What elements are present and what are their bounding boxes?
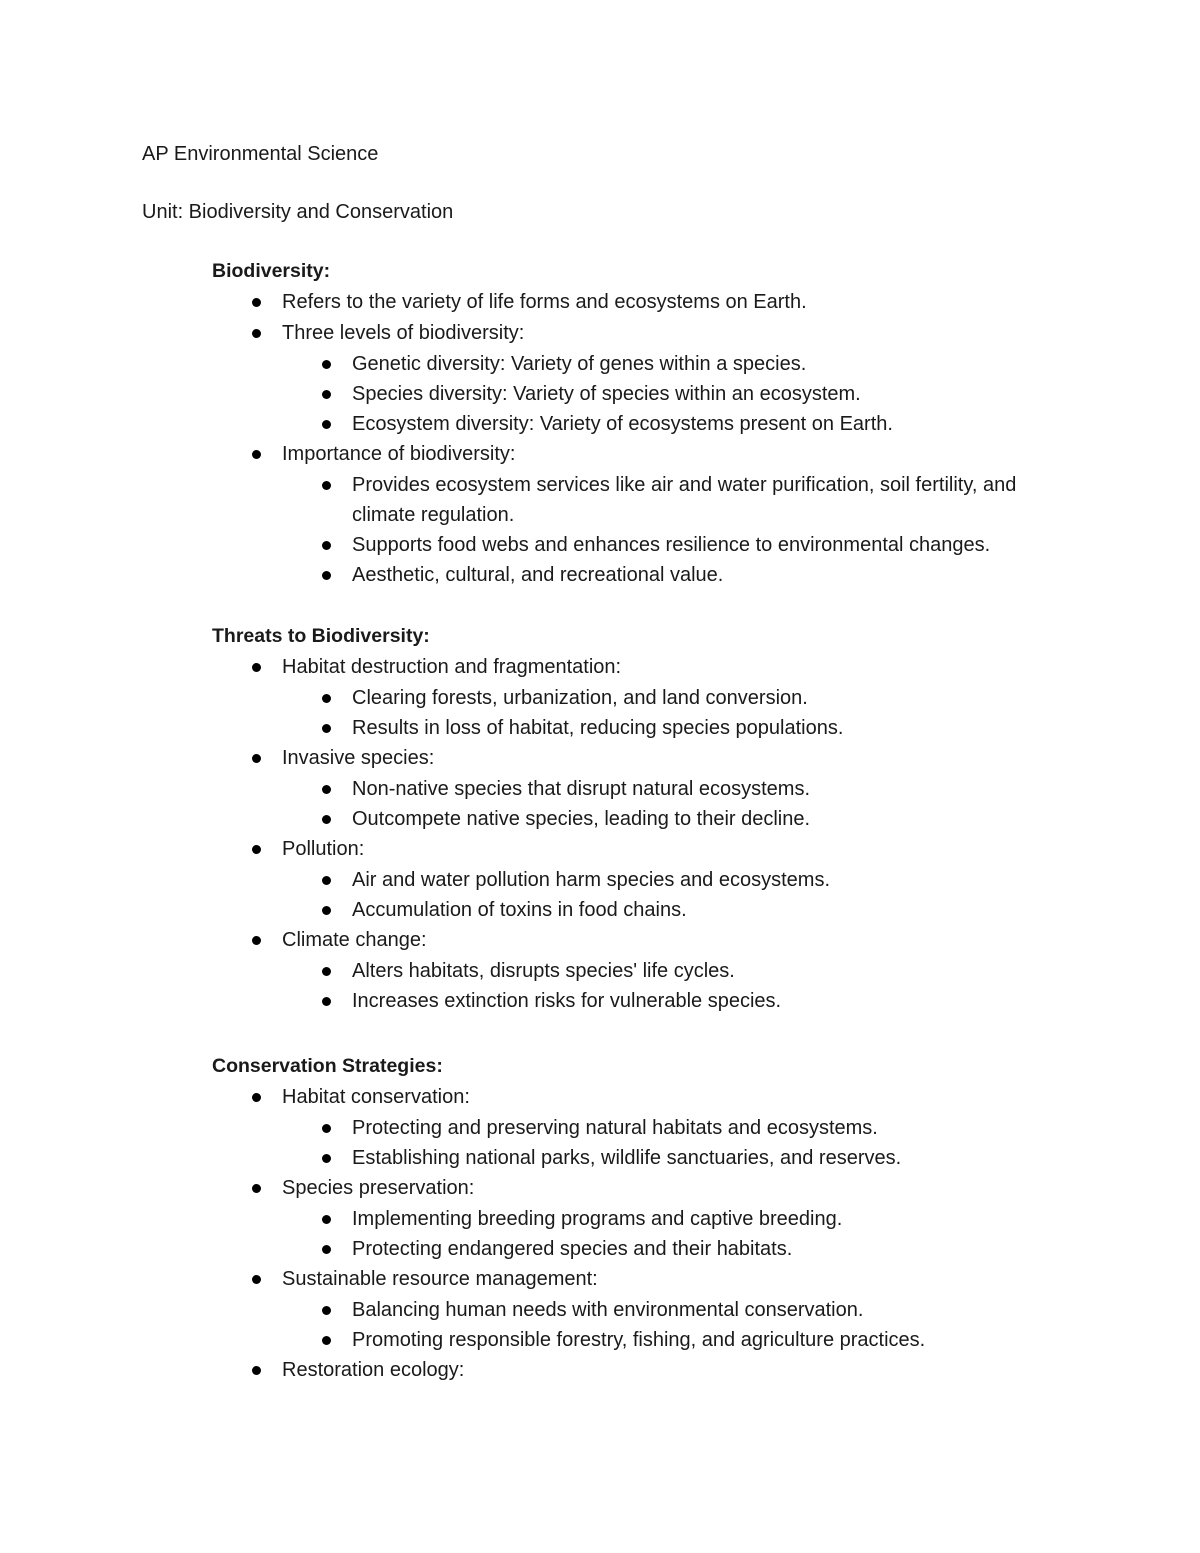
list-item-text: Alters habitats, disrupts species' life cycles. — [352, 960, 735, 982]
list-item — [212, 287, 1092, 318]
list-item — [212, 1264, 1092, 1295]
bullet-dot-icon — [322, 541, 331, 550]
sub-list-item — [212, 409, 1092, 439]
list-item — [212, 834, 1092, 865]
bullet-dot-icon — [252, 298, 261, 307]
list-item-text: Sustainable resource management: — [282, 1268, 598, 1290]
list-item-text: Results in loss of habitat, reducing species populations. — [352, 717, 844, 739]
bullet-dot-icon — [322, 481, 331, 490]
bullet-dot-icon — [322, 997, 331, 1006]
list-item — [212, 925, 1092, 956]
bullet-dot-icon — [322, 1124, 331, 1133]
sub-list-item — [212, 956, 1092, 986]
list-item-text: Refers to the variety of life forms and ecosystems on Earth. — [282, 291, 807, 313]
bullet-dot-icon — [252, 1093, 261, 1102]
bullet-dot-icon — [252, 663, 261, 672]
bullet-dot-icon — [252, 1366, 261, 1375]
list-item-text: Protecting endangered species and their habitats. — [352, 1238, 793, 1260]
bullet-dot-icon — [322, 694, 331, 703]
unit-heading: Unit: Biodiversity and Conservation — [142, 201, 454, 223]
sub-list-item — [212, 865, 1092, 895]
section-heading: Biodiversity: — [212, 260, 331, 282]
bullet-list — [212, 652, 1092, 1016]
sub-list-item — [212, 1143, 1092, 1173]
list-item-text: Ecosystem diversity: Variety of ecosystems present on Earth. — [352, 413, 893, 435]
list-item-text: Implementing breeding programs and captive breeding. — [352, 1208, 843, 1230]
bullet-dot-icon — [252, 845, 261, 854]
list-item-text: Supports food webs and enhances resilience to environmental changes. — [352, 534, 991, 556]
list-item-text: Restoration ecology: — [282, 1359, 465, 1381]
list-item — [212, 743, 1092, 774]
bullet-dot-icon — [322, 815, 331, 824]
sub-list-item — [212, 349, 1092, 379]
list-item — [212, 1082, 1092, 1113]
list-item — [212, 439, 1092, 470]
list-item-text: Habitat destruction and fragmentation: — [282, 656, 622, 678]
document-title: AP Environmental Science — [142, 143, 379, 165]
sub-list-item — [212, 379, 1092, 409]
list-item-text: Accumulation of toxins in food chains. — [352, 899, 687, 921]
bullet-dot-icon — [252, 1184, 261, 1193]
bullet-dot-icon — [322, 571, 331, 580]
sub-list-item — [212, 774, 1092, 804]
bullet-dot-icon — [322, 360, 331, 369]
section-biodiversity — [212, 256, 1092, 590]
list-item-text: Habitat conservation: — [282, 1086, 470, 1108]
list-item-text: Genetic diversity: Variety of genes within a species. — [352, 353, 807, 375]
list-item-text: Balancing human needs with environmental conservation. — [352, 1299, 864, 1321]
sub-list-item — [212, 986, 1092, 1016]
list-item-text: Species diversity: Variety of species within an ecosystem. — [352, 383, 861, 405]
list-item-text: Outcompete native species, leading to their decline. — [352, 808, 811, 830]
list-item-text: Importance of biodiversity: — [282, 443, 516, 465]
list-item-text: Climate change: — [282, 929, 427, 951]
list-item — [212, 1355, 1092, 1386]
bullet-dot-icon — [322, 1306, 331, 1315]
section-heading: Threats to Biodiversity: — [212, 625, 430, 647]
sub-list-item — [212, 1204, 1092, 1234]
list-item-text: Establishing national parks, wildlife sanctuaries, and reserves. — [352, 1147, 902, 1169]
bullet-dot-icon — [252, 329, 261, 338]
bullet-dot-icon — [322, 420, 331, 429]
bullet-dot-icon — [322, 1215, 331, 1224]
list-item-text: Clearing forests, urbanization, and land conversion. — [352, 687, 808, 709]
sub-list-item — [212, 470, 1092, 530]
list-item-text: Three levels of biodiversity: — [282, 322, 525, 344]
list-item — [212, 318, 1092, 349]
sub-list-item — [212, 804, 1092, 834]
bullet-dot-icon — [322, 876, 331, 885]
bullet-list — [212, 1082, 1092, 1386]
bullet-dot-icon — [322, 1245, 331, 1254]
bullet-dot-icon — [252, 754, 261, 763]
bullet-dot-icon — [322, 724, 331, 733]
sub-list-item — [212, 560, 1092, 590]
bullet-dot-icon — [252, 936, 261, 945]
list-item — [212, 652, 1092, 683]
sub-list-item — [212, 1295, 1092, 1325]
section-heading: Conservation Strategies: — [212, 1055, 443, 1077]
bullet-dot-icon — [322, 390, 331, 399]
section-threats — [212, 621, 1092, 1016]
sub-list-item — [212, 1234, 1092, 1264]
sub-list-item — [212, 895, 1092, 925]
sub-list-item — [212, 683, 1092, 713]
list-item-text: Pollution: — [282, 838, 365, 860]
sub-list-item — [212, 530, 1092, 560]
bullet-dot-icon — [252, 450, 261, 459]
bullet-dot-icon — [322, 1336, 331, 1345]
list-item — [212, 1173, 1092, 1204]
list-item-text: Provides ecosystem services like air and water purification, soil fertility, and climate regulation. — [352, 474, 1017, 526]
list-item-text: Invasive species: — [282, 747, 435, 769]
list-item-text: Non-native species that disrupt natural ecosystems. — [352, 778, 810, 800]
bullet-dot-icon — [322, 785, 331, 794]
list-item-text: Aesthetic, cultural, and recreational value. — [352, 564, 724, 586]
bullet-dot-icon — [322, 1154, 331, 1163]
list-item-text: Increases extinction risks for vulnerable species. — [352, 990, 782, 1012]
list-item-text: Protecting and preserving natural habitats and ecosystems. — [352, 1117, 878, 1139]
bullet-list — [212, 287, 1092, 590]
bullet-dot-icon — [322, 967, 331, 976]
section-conservation — [212, 1051, 1092, 1386]
sub-list-item — [212, 1325, 1092, 1355]
sub-list-item — [212, 713, 1092, 743]
list-item-text: Promoting responsible forestry, fishing, and agriculture practices. — [352, 1329, 926, 1351]
bullet-dot-icon — [252, 1275, 261, 1284]
list-item-text: Air and water pollution harm species and ecosystems. — [352, 869, 831, 891]
sub-list-item — [212, 1113, 1092, 1143]
list-item-text: Species preservation: — [282, 1177, 475, 1199]
bullet-dot-icon — [322, 906, 331, 915]
